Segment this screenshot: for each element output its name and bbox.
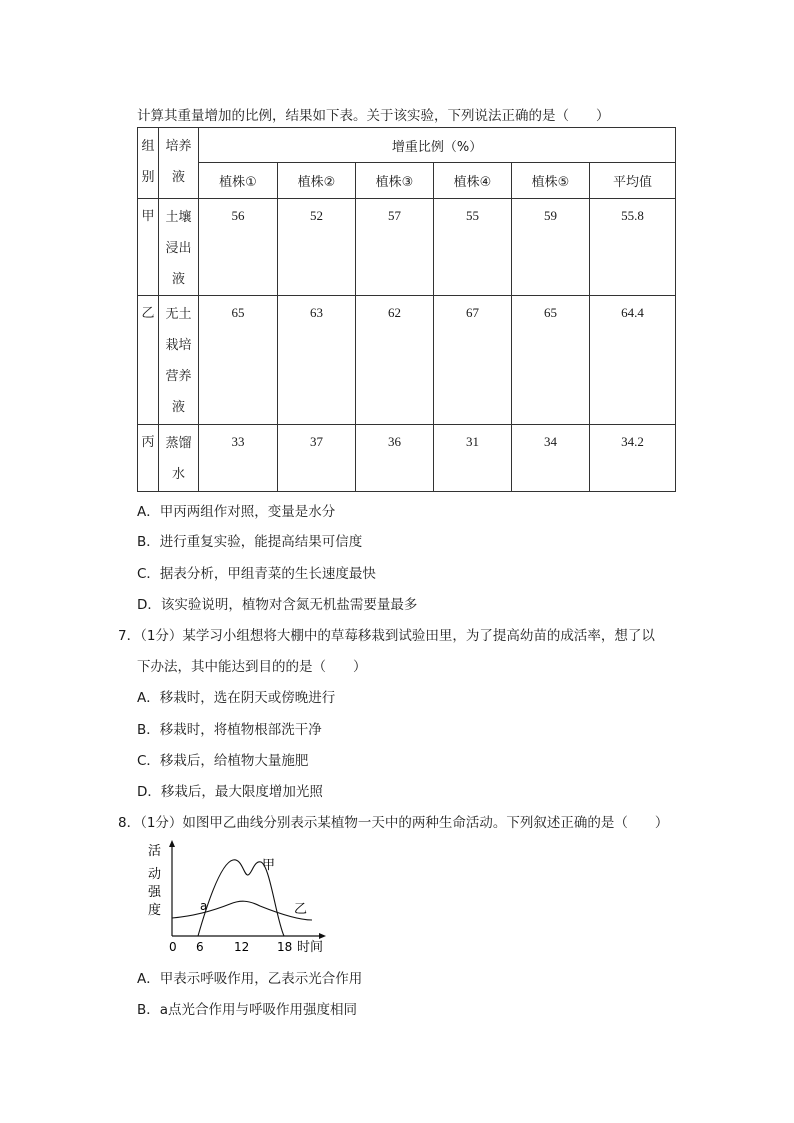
value-cell: 31 [434, 425, 512, 492]
row-medium-line: 栽培 [165, 338, 192, 353]
intro-line: 计算其重量增加的比例，结果如下表。关于该实验，下列说法正确的是（ ） [137, 108, 610, 124]
value-cell: 36 [356, 425, 434, 492]
q8-option-a: A．甲表示呼吸作用，乙表示光合作用 [137, 971, 363, 987]
q8-stem: 8．（1分）如图甲乙曲线分别表示某植物一天中的两种生命活动。下列叙述正确的是（ ） [118, 815, 669, 831]
q7-option-d: D．移栽后，最大限度增加光照 [137, 784, 323, 800]
header-group [138, 128, 159, 199]
header-group-char-1: 组 [141, 139, 155, 154]
y-label-char: 动 [148, 867, 162, 882]
y-label-char: 活 [148, 844, 162, 859]
value-cell: 65 [512, 296, 590, 425]
header-group-char-2: 别 [141, 170, 155, 185]
value-cell: 67 [434, 296, 512, 425]
activity-curve-figure [140, 838, 340, 958]
x-axis-label: 时间 [297, 940, 324, 955]
value-cell: 65 [199, 296, 278, 425]
value-cell: 59 [512, 199, 590, 296]
value-cell: 34 [512, 425, 590, 492]
value-cell: 37 [278, 425, 356, 492]
header-medium [159, 128, 199, 199]
row-medium-line: 水 [171, 467, 185, 482]
header-plant-2: 植株② [278, 163, 356, 199]
row-medium-line: 液 [171, 272, 185, 287]
table-row [138, 425, 676, 492]
header-plant-1: 植株① [199, 163, 278, 199]
row-group: 甲 [138, 199, 159, 296]
header-plant-3: 植株③ [356, 163, 434, 199]
header-medium-line-1: 培养 [165, 139, 192, 154]
row-medium [159, 425, 199, 492]
q7-stem-line-1: 7．（1分）某学习小组想将大棚中的草莓移栽到试验田里，为了提高幼苗的成活率，想了以 [118, 628, 655, 644]
q7-option-b: B．移栽时，将植物根部洗干净 [137, 722, 322, 738]
results-table [137, 127, 676, 492]
row-medium-line: 浸出 [165, 241, 192, 256]
value-cell: 55 [434, 199, 512, 296]
curve-yi [172, 901, 312, 920]
q6-option-d: D．该实验说明，植物对含氮无机盐需要量最多 [137, 597, 418, 613]
x-tick: 6 [196, 940, 204, 954]
q6-option-b: B．进行重复实验，能提高结果可信度 [137, 534, 363, 550]
y-label-char: 度 [148, 903, 162, 918]
x-tick: 12 [234, 940, 250, 954]
row-group: 丙 [138, 425, 159, 492]
curve-jia-label: 甲 [262, 858, 276, 873]
average-cell: 55.8 [590, 199, 676, 296]
value-cell: 33 [199, 425, 278, 492]
value-cell: 63 [278, 296, 356, 425]
value-cell: 57 [356, 199, 434, 296]
q6-option-a: A．甲丙两组作对照，变量是水分 [137, 504, 336, 520]
row-medium-line: 土壤 [165, 210, 192, 225]
value-cell: 52 [278, 199, 356, 296]
value-cell: 56 [199, 199, 278, 296]
header-average: 平均值 [590, 163, 676, 199]
y-label-char: 强 [148, 885, 162, 900]
row-medium-line: 无土 [165, 307, 192, 322]
table-row [138, 296, 676, 425]
row-medium-line: 蒸馏 [165, 436, 192, 451]
y-axis-arrow [169, 840, 175, 847]
header-plant-5: 植株⑤ [512, 163, 590, 199]
average-cell: 64.4 [590, 296, 676, 425]
q7-option-c: C．移栽后，给植物大量施肥 [137, 753, 309, 769]
value-cell: 62 [356, 296, 434, 425]
q8-option-b: B．a点光合作用与呼吸作用强度相同 [137, 1002, 358, 1018]
average-cell: 34.2 [590, 425, 676, 492]
header-increase-ratio: 增重比例（%） [199, 128, 676, 163]
row-group: 乙 [138, 296, 159, 425]
table-row [138, 199, 676, 296]
q7-option-a: A．移栽时，选在阴天或傍晚进行 [137, 690, 336, 706]
row-medium [159, 296, 199, 425]
x-tick: 0 [169, 940, 177, 954]
q6-option-c: C．据表分析，甲组青菜的生长速度最快 [137, 566, 376, 582]
row-medium-line: 营养 [165, 369, 192, 384]
point-a-label: a [200, 899, 208, 913]
row-medium-line: 液 [171, 400, 185, 415]
header-medium-line-2: 液 [171, 170, 185, 185]
x-axis-arrow [319, 933, 326, 939]
x-tick: 18 [277, 940, 293, 954]
q7-stem-line-2: 下办法，其中能达到目的的是（ ） [137, 659, 367, 675]
curve-yi-label: 乙 [294, 902, 308, 917]
row-medium [159, 199, 199, 296]
header-plant-4: 植株④ [434, 163, 512, 199]
